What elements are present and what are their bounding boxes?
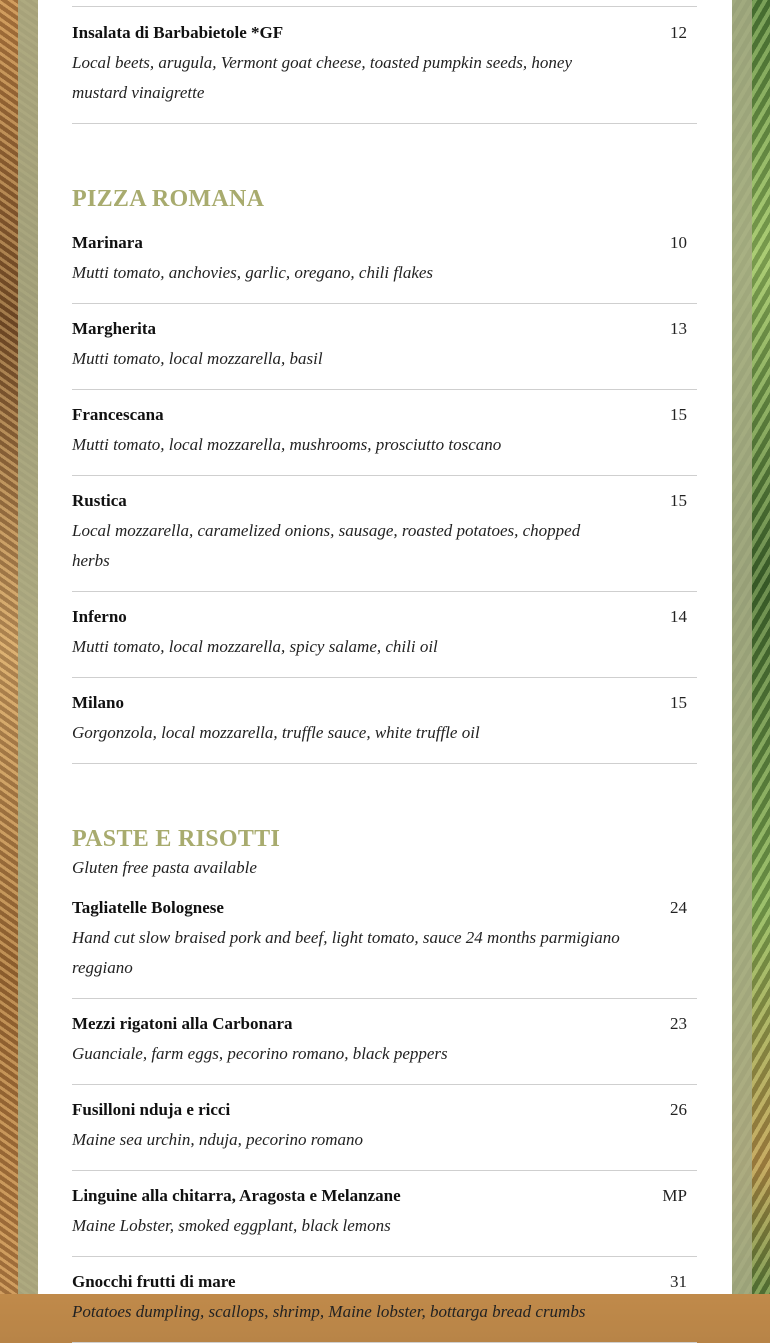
menu-item	[72, 883, 697, 999]
item-price: 31	[670, 1272, 687, 1291]
item-price: 14	[670, 607, 687, 626]
decorative-strip-left	[18, 0, 38, 1294]
item-name: Margherita	[72, 319, 157, 338]
item-price: 15	[670, 405, 687, 424]
item-name: Inferno	[72, 607, 127, 626]
item-description: Mutti tomato, local mozzarella, basil	[72, 349, 323, 368]
menu-item	[72, 592, 697, 678]
item-description: Potatoes dumpling, scallops, shrimp, Maine lobster, bottarga bread crumbs	[72, 1302, 586, 1321]
menu-item	[72, 304, 697, 390]
item-name: Insalata di Barbabietole *GF	[72, 23, 284, 42]
item-name: Rustica	[72, 491, 127, 510]
item-description: Mutti tomato, local mozzarella, mushrooms, prosciutto toscano	[72, 435, 502, 454]
item-price: 15	[670, 491, 687, 510]
section-pizza	[72, 185, 697, 764]
decorative-strip-right	[732, 0, 752, 1294]
item-price: 15	[670, 693, 687, 712]
item-price: 12	[670, 23, 687, 42]
menu-item	[72, 476, 697, 592]
item-description: Local mozzarella, caramelized onions, sausage, roasted potatoes, chopped herbs	[72, 521, 581, 570]
item-name: Francescana	[72, 405, 164, 424]
item-price: MP	[662, 1186, 687, 1205]
item-price: 23	[670, 1014, 687, 1033]
item-price: 13	[670, 319, 687, 338]
item-description: Guanciale, farm eggs, pecorino romano, black peppers	[72, 1044, 448, 1063]
menu-content	[72, 0, 697, 1343]
item-name: Fusilloni nduja e ricci	[72, 1100, 231, 1119]
menu-item	[72, 1085, 697, 1171]
menu-item	[72, 999, 697, 1085]
item-description: Maine Lobster, smoked eggplant, black lemons	[72, 1216, 391, 1235]
item-name: Marinara	[72, 233, 143, 252]
section-title: PASTE E RISOTTI	[72, 826, 281, 852]
item-price: 24	[670, 898, 687, 917]
section-title: PIZZA ROMANA	[72, 186, 265, 212]
menu-item	[72, 1171, 697, 1257]
item-price: 26	[670, 1100, 687, 1119]
item-description: Mutti tomato, local mozzarella, spicy salame, chili oil	[72, 637, 438, 656]
menu-item	[72, 218, 697, 304]
menu-panel	[38, 0, 732, 1321]
menu-item	[72, 1257, 697, 1343]
item-name: Gnocchi frutti di mare	[72, 1272, 236, 1291]
section-note: Gluten free pasta available	[72, 858, 257, 877]
menu-item	[72, 678, 697, 764]
item-description: Local beets, arugula, Vermont goat cheese, toasted pumpkin seeds, honey mustard vinaigrette	[72, 53, 572, 102]
item-description: Hand cut slow braised pork and beef, light tomato, sauce 24 months parmigiano reggiano	[72, 928, 620, 977]
item-name: Mezzi rigatoni alla Carbonara	[72, 1014, 293, 1033]
menu-item	[72, 7, 697, 124]
section-paste	[72, 825, 697, 1343]
item-name: Milano	[72, 693, 124, 712]
item-description: Gorgonzola, local mozzarella, truffle sauce, white truffle oil	[72, 723, 480, 742]
item-description: Mutti tomato, anchovies, garlic, oregano, chili flakes	[72, 263, 434, 282]
menu-item	[72, 390, 697, 476]
item-description: Maine sea urchin, nduja, pecorino romano	[72, 1130, 364, 1149]
item-price: 10	[670, 233, 687, 252]
item-name: Tagliatelle Bolognese	[72, 898, 224, 917]
item-name: Linguine alla chitarra, Aragosta e Melanzane	[72, 1186, 401, 1205]
